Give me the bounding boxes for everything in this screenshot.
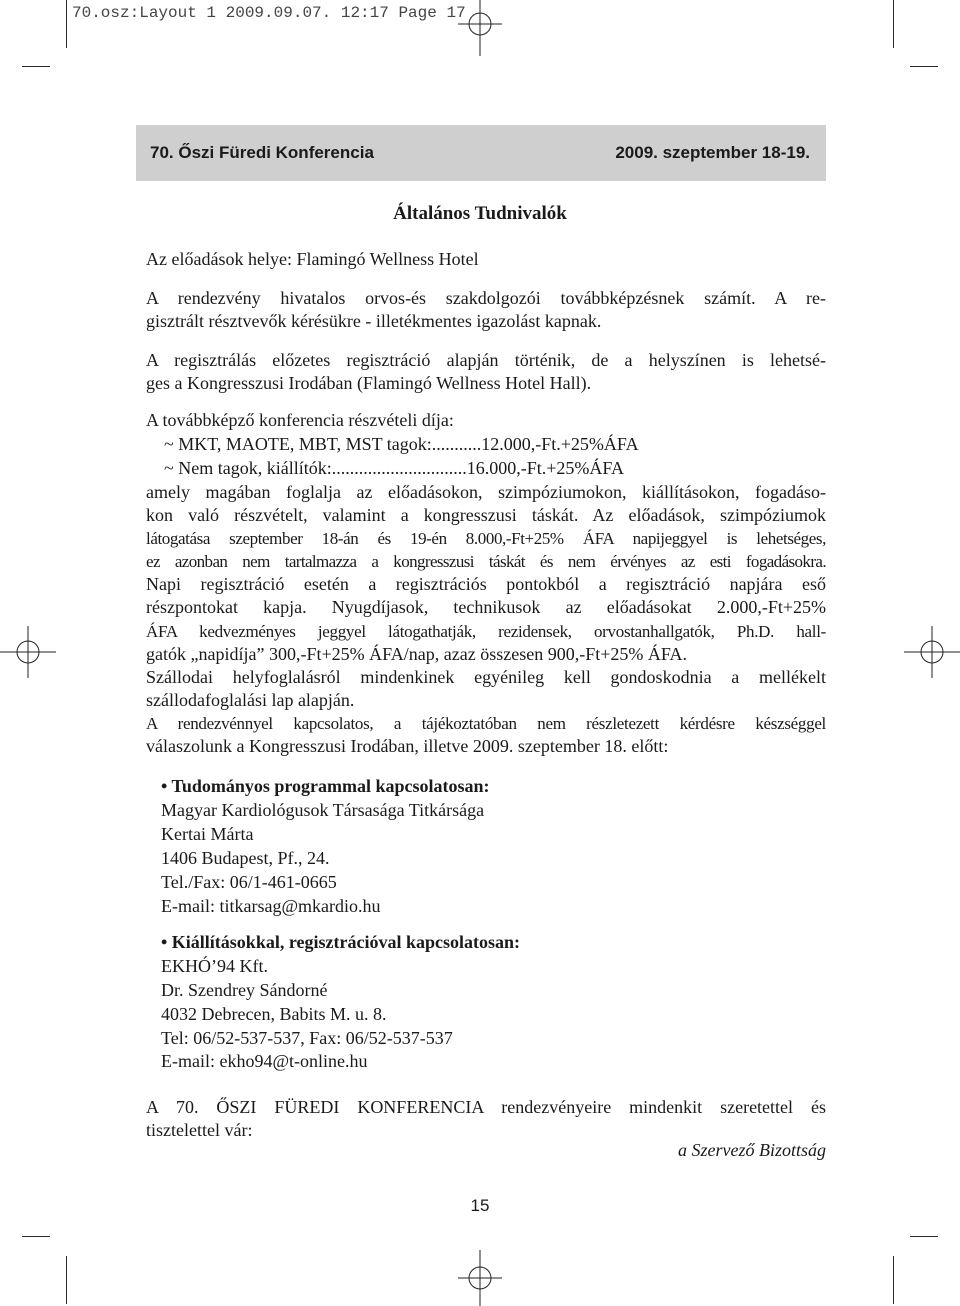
contact-line: 1406 Budapest, Pf., 24.: [161, 848, 330, 868]
contact-line: Tel: 06/52-537-537, Fax: 06/52-537-537: [161, 1028, 453, 1048]
paragraph-line: ges a Kongresszusi Irodában (Flamingó Wellness Hotel Hall).: [146, 373, 592, 393]
contact-email: E-mail: titkarsag@mkardio.hu: [161, 896, 381, 916]
closing-line: tisztelettel vár:: [146, 1120, 253, 1140]
contact-line: Dr. Szendrey Sándorné: [161, 980, 328, 1000]
contact-email: E-mail: ekho94@t-online.hu: [161, 1051, 368, 1071]
contact-line: Magyar Kardiológusok Társasága Titkársága: [161, 800, 485, 820]
venue-line: Az előadások helye: Flamingó Wellness Hotel: [146, 249, 479, 269]
paragraph-line: A rendezvény hivatalos orvos-és szakdolgozói továbbképzésnek számít. A re-: [146, 288, 826, 308]
paragraph-line: ez azonban nem tartalmazza a kongresszusi táskát és nem érvényes az esti fogadásokra.: [146, 552, 826, 571]
crop-mark: [910, 66, 938, 67]
crop-mark: [66, 1256, 67, 1304]
registration-mark-bottom: [450, 1246, 510, 1306]
paragraph-line: részpontokat kapja. Nyugdíjasok, technikusok az előadásokat 2.000,-Ft+25%: [146, 597, 826, 617]
fee-intro: A továbbképző konferencia részvételi díja:: [146, 410, 454, 430]
crop-mark: [22, 66, 50, 67]
paragraph-line: A rendezvénnyel kapcsolatos, a tájékoztatóban nem részletezett kérdésre készséggel: [146, 714, 826, 733]
contact-line: 4032 Debrecen, Babits M. u. 8.: [161, 1004, 387, 1024]
fee-line: ~ MKT, MAOTE, MBT, MST tagok:...........12.000,-Ft.+25%ÁFA: [164, 434, 639, 454]
crop-mark: [893, 1256, 894, 1304]
closing-line: A 70. ŐSZI FÜREDI KONFERENCIA rendezvényeire mindenkit szeretettel és: [146, 1097, 826, 1117]
paragraph-line: gatók „napidíja” 300,-Ft+25% ÁFA/nap, azaz összesen 900,-Ft+25% ÁFA.: [146, 644, 688, 664]
conference-name: 70. Őszi Füredi Konferencia: [150, 143, 374, 162]
contact-line: EKHÓ’94 Kft.: [161, 956, 268, 976]
conference-date: 2009. szeptember 18-19.: [615, 143, 810, 162]
paragraph-line: ÁFA kedvezményes jeggyel látogathatják, rezidensek, orvostanhallgatók, Ph.D. hall-: [146, 622, 826, 641]
registration-mark-top: [450, 0, 510, 60]
paragraph-line: amely magában foglalja az előadásokon, szimpóziumokon, kiállításokon, fogadáso-: [146, 482, 826, 502]
paragraph-line: gisztrált résztvevők kérésükre - illetékmentes igazolást kapnak.: [146, 311, 602, 331]
crop-mark: [910, 1236, 938, 1237]
crop-mark: [22, 1236, 50, 1237]
paragraph-line: A regisztrálás előzetes regisztráció alapján történik, de a helyszínen is lehetsé-: [146, 350, 826, 370]
fee-line: ~ Nem tagok, kiállítók:..............................16.000,-Ft.+25%ÁFA: [164, 458, 625, 478]
registration-mark-right: [902, 622, 960, 682]
contact-heading-registration: • Kiállításokkal, regisztrációval kapcsolatosan:: [161, 932, 520, 952]
page-title: Általános Tudnivalók: [393, 203, 567, 224]
paragraph-line: válaszolunk a Kongresszusi Irodában, illetve 2009. szeptember 18. előtt:: [146, 736, 669, 756]
crop-mark: [893, 0, 894, 48]
crop-mark: [66, 0, 67, 48]
contact-line: Tel./Fax: 06/1-461-0665: [161, 872, 337, 892]
page-number: 15: [470, 1196, 490, 1215]
paragraph-line: kon való részvételt, valamint a kongresszusi táskát. Az előadások, szimpóziumok: [146, 505, 826, 525]
paragraph-line: Szállodai helyfoglalásról mindenkinek egyénileg kell gondoskodnia a mellékelt: [146, 667, 826, 687]
paragraph-line: szállodafoglalási lap alapján.: [146, 690, 355, 710]
print-slug: 70.osz:Layout 1 2009.09.07. 12:17 Page 17: [72, 4, 466, 22]
registration-mark-left: [0, 622, 58, 682]
signature: a Szervező Bizottság: [678, 1140, 826, 1160]
paragraph-line: látogatása szeptember 18-án és 19-én 8.000,-Ft+25% ÁFA napijeggyel is lehetséges,: [146, 529, 826, 548]
running-header: [136, 125, 826, 181]
paragraph-line: Napi regisztráció esetén a regisztrációs pontokból a regisztráció napjára eső: [146, 574, 826, 594]
contact-line: Kertai Márta: [161, 824, 254, 844]
contact-heading-program: • Tudományos programmal kapcsolatosan:: [161, 776, 490, 796]
